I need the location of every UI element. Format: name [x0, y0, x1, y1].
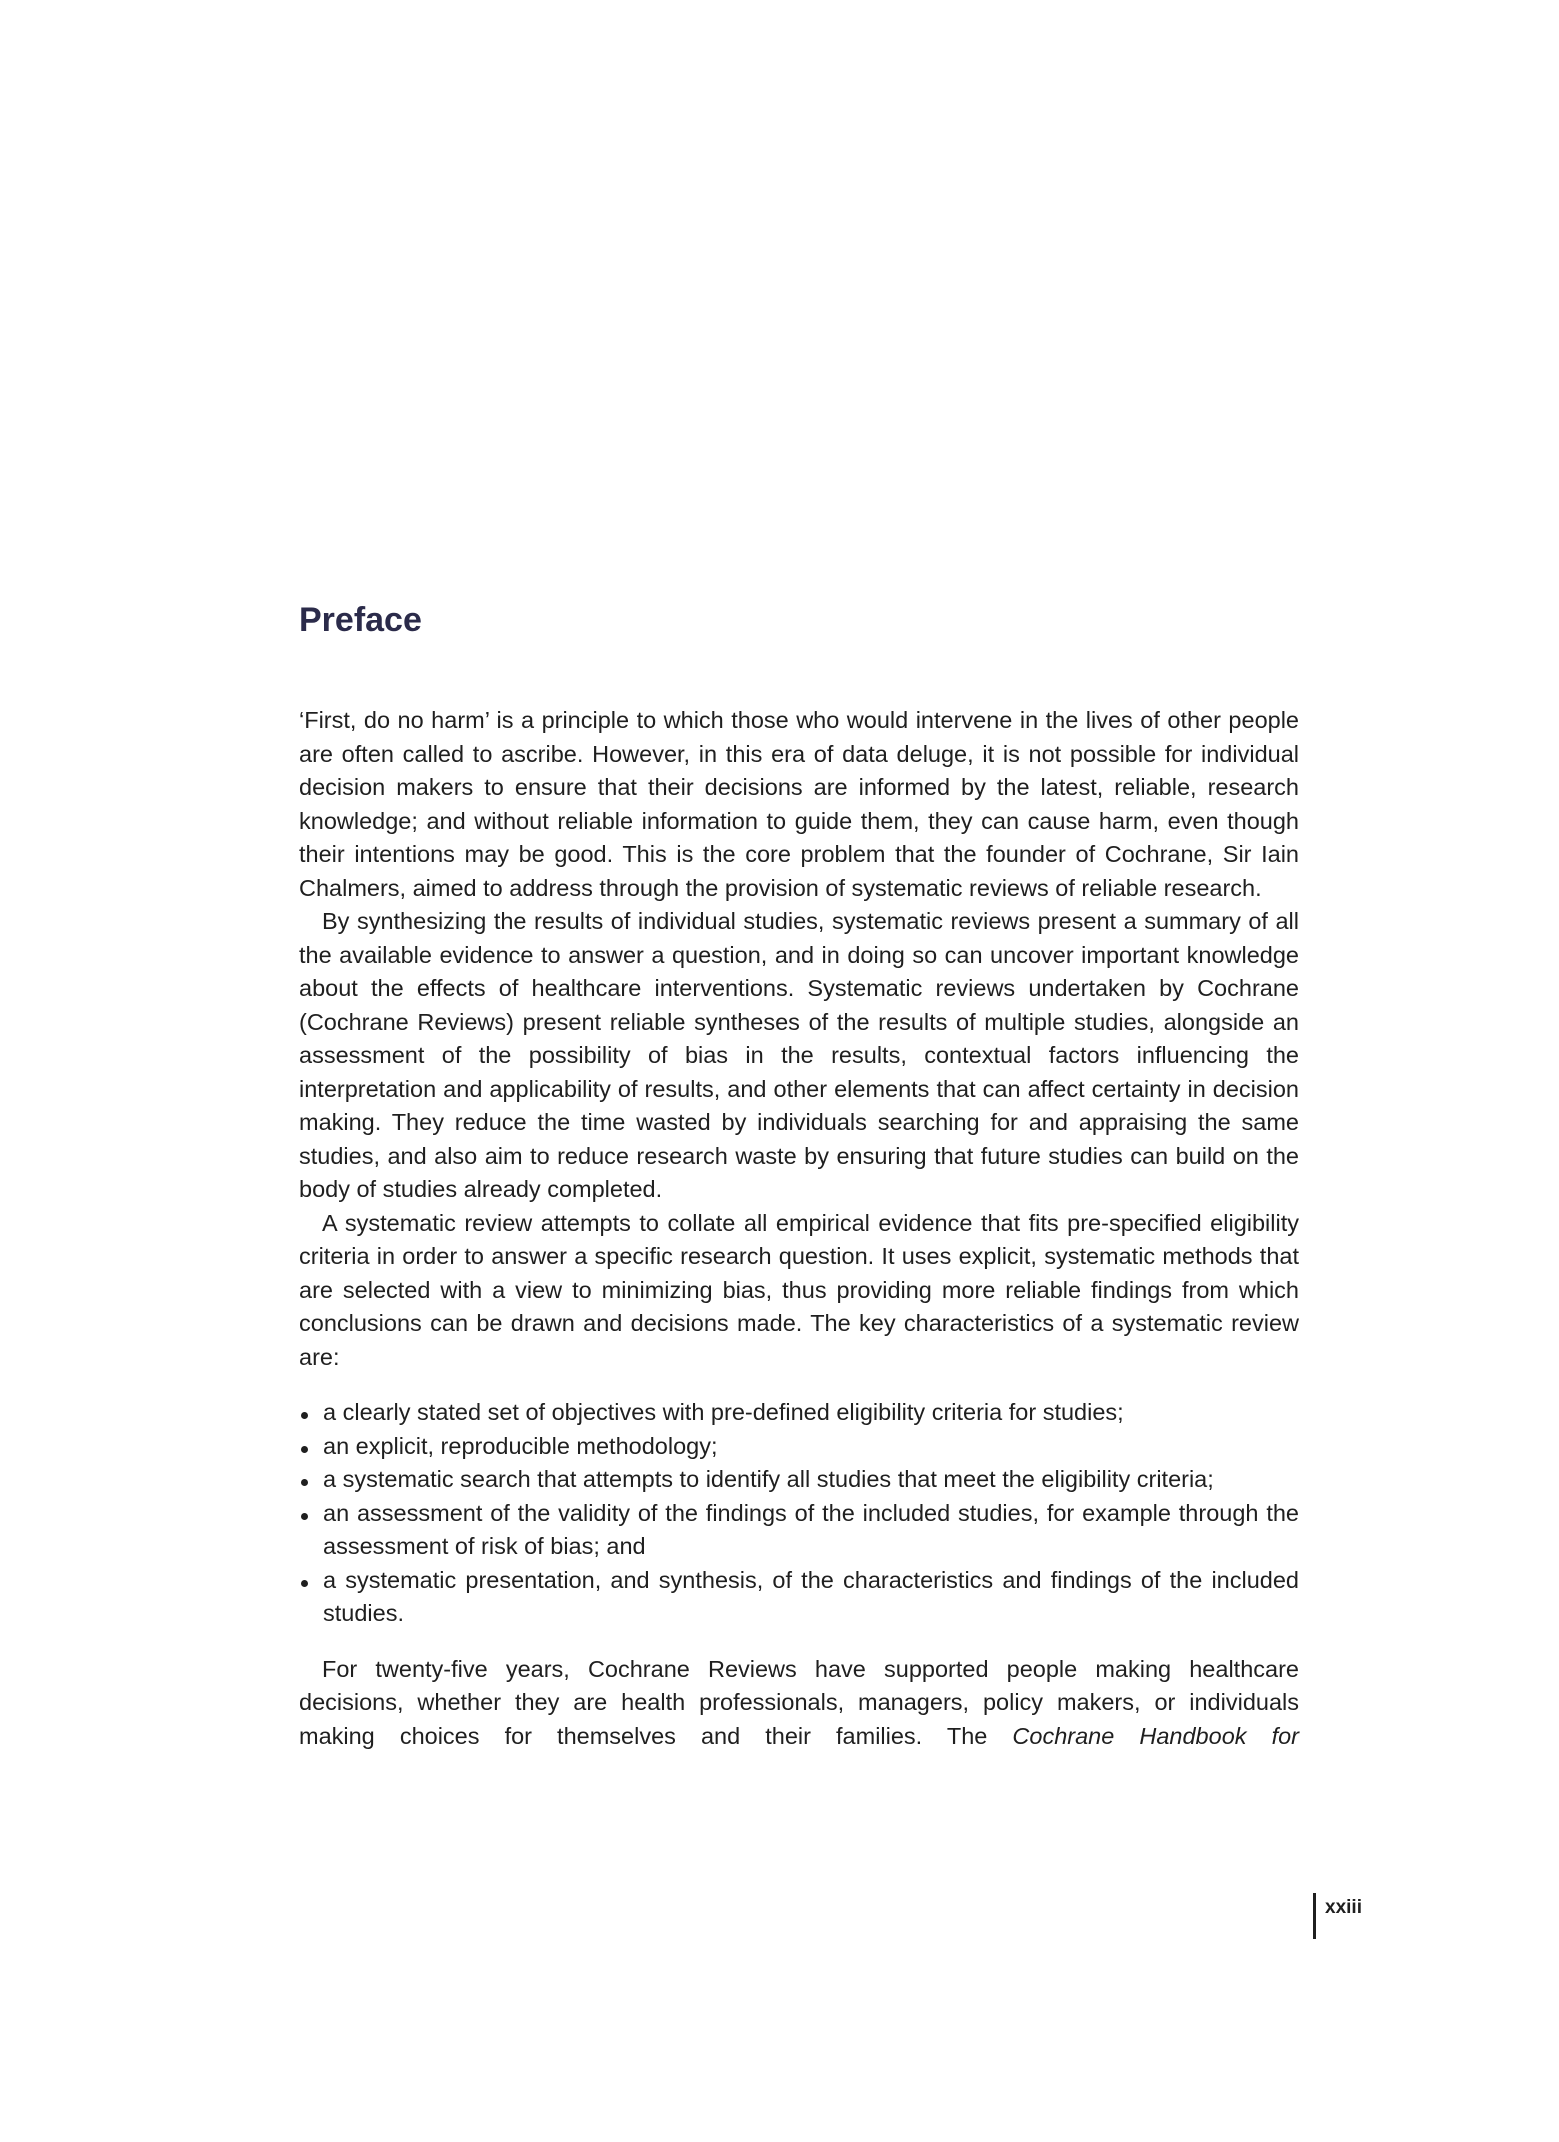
characteristics-list — [299, 1396, 1299, 1631]
list-item — [299, 1396, 1299, 1430]
closing-text: For twenty-five years, Cochrane Reviews have supported people making healthcare decisions, whether they are health professionals, managers, policy makers, or individuals making choices for themselves and their families. The — [299, 1655, 1299, 1749]
page-title: Preface — [299, 601, 422, 639]
page-number: xxiii — [1325, 1897, 1362, 1918]
paragraph-closing — [299, 1653, 1299, 1754]
paragraph-synthesis: By synthesizing the results of individual studies, systematic reviews present a summary of all the available evidence to answer a question, and in doing so can uncover important knowledge about the effects of healthcare interventions. Systematic reviews undertaken by Cochrane (Cochrane Reviews) present reliable syntheses of the results of multiple studies, alongside an assessment of the possibility of bias in the results, contextual factors influencing the interpretation and applicability of results, and other elements that can affect certainty in decision making. They reduce the time wasted by individuals searching for and appraising the same studies, and also aim to reduce research waste by ensuring that future studies can build on the body of studies already completed. — [299, 908, 1299, 1202]
list-item — [299, 1564, 1299, 1631]
list-item-text: an explicit, reproducible methodology; — [323, 1432, 718, 1459]
bullet-icon — [301, 1412, 308, 1419]
bullet-icon — [301, 1580, 308, 1587]
bullet-icon — [301, 1513, 308, 1520]
bullet-icon — [301, 1479, 308, 1486]
list-item-text: a clearly stated set of objectives with pre-defined eligibility criteria for studies; — [323, 1399, 1124, 1425]
list-item-text: a systematic presentation, and synthesis, of the characteristics and findings of the included studies. — [323, 1566, 1299, 1626]
list-item — [299, 1497, 1299, 1564]
paragraph-definition: A systematic review attempts to collate all empirical evidence that fits pre-specified eligibility criteria in order to answer a specific research question. It uses explicit, systematic methods that are selected with a view to minimizing bias, thus providing more reliable findings from which conclusions can be drawn and decisions made. The key characteristics of a systematic review are: — [299, 1209, 1299, 1370]
list-item-text: an assessment of the validity of the findings of the included studies, for example through the assessment of risk of bias; and — [323, 1499, 1299, 1559]
list-item-text: a systematic search that attempts to identify all studies that meet the eligibility criteria; — [323, 1466, 1214, 1492]
handbook-title: Cochrane Handbook for — [1012, 1722, 1300, 1749]
list-item — [299, 1430, 1299, 1464]
body-text — [299, 704, 1299, 1753]
list-item — [299, 1463, 1299, 1497]
page-number-rule — [1313, 1893, 1316, 1939]
bullet-icon — [301, 1446, 308, 1453]
paragraph-intro: ‘First, do no harm’ is a principle to which those who would intervene in the lives of other people are often called to ascribe. However, in this era of data deluge, it is not possible for individual decision makers to ensure that their decisions are informed by the latest, reliable, research knowledge; and without reliable information to guide them, they can cause harm, even though their intentions may be good. This is the core problem that the founder of Cochrane, Sir Iain Chalmers, aimed to address through the provision of systematic reviews of reliable research. — [299, 707, 1299, 901]
